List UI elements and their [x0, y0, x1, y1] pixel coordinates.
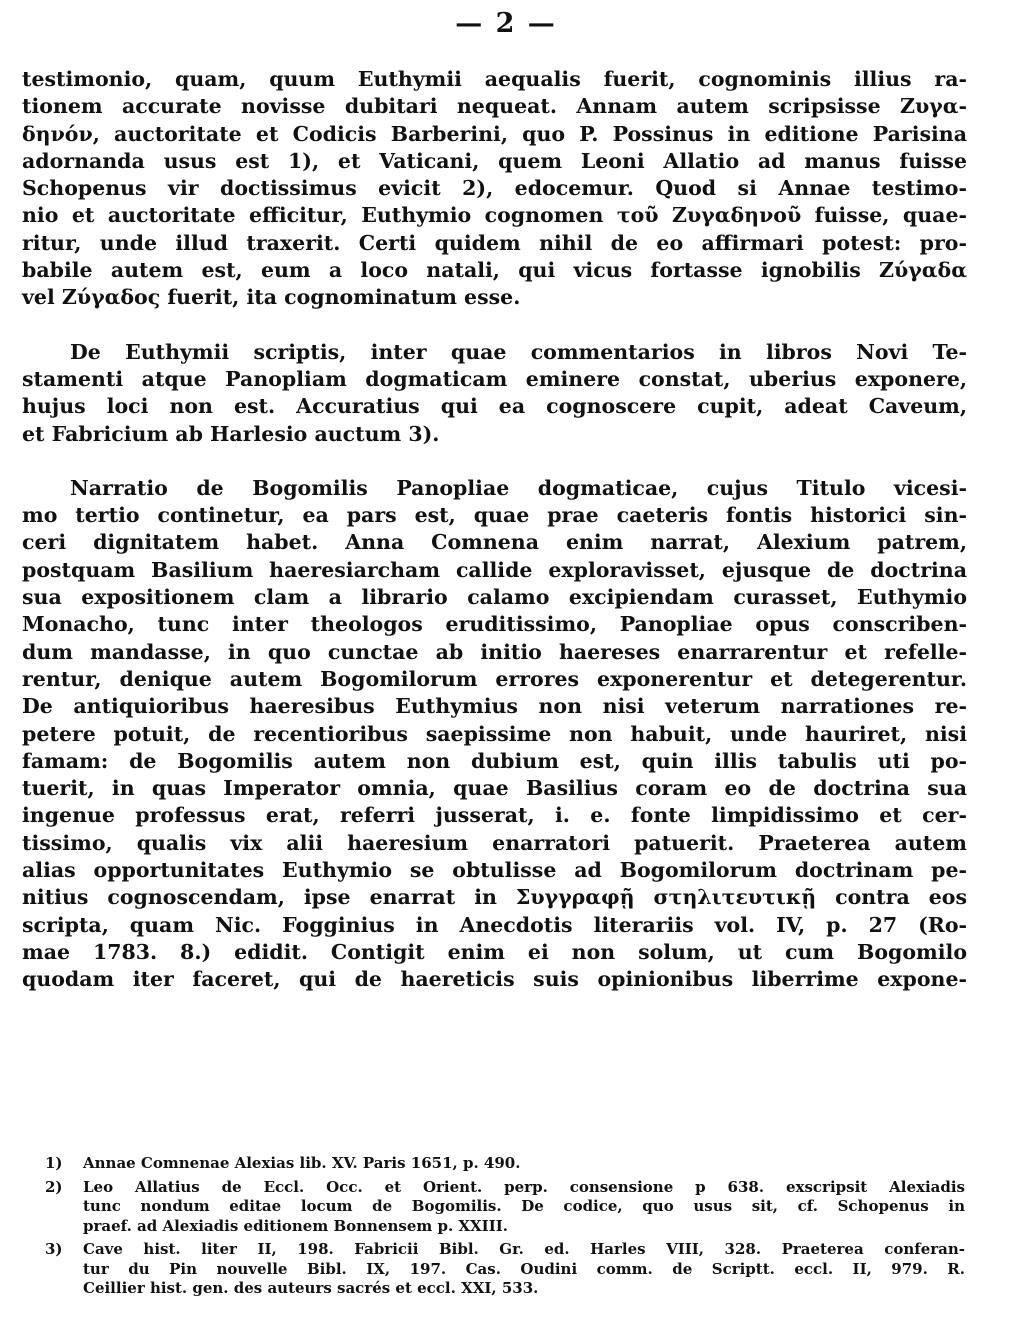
- paragraph: [22, 475, 967, 994]
- footnote-line: tunc nondum editae locum de Bogomilis. De codice, quo usus sit, cf. Schopenus in: [83, 1197, 965, 1215]
- footnote-line: Ceillier hist. gen. des auteurs sacrés et eccl. XXI, 533.: [83, 1279, 539, 1297]
- footnote-line: Cave hist. liter II, 198. Fabricii Bibl. Gr. ed. Harles VIII, 328. Praeterea conferan-: [83, 1240, 965, 1258]
- text-line: Monacho, tunc inter theologos eruditissimo, Panopliae opus conscriben-: [22, 612, 967, 637]
- footnote-text: [83, 1154, 965, 1174]
- text-line: postquam Basilium haeresiarcham callide exploravisset, ejusque de doctrina: [22, 557, 967, 582]
- footnote-line: Leo Allatius de Eccl. Occ. et Orient. perp. consensione p 638. exscripsit Alexiadis: [83, 1177, 965, 1196]
- text-line: ritur, unde illud traxerit. Certi quidem nihil de eo affirmari potest: pro-: [22, 230, 967, 255]
- footnote-number: 2): [45, 1177, 63, 1196]
- text-line: δηνόν, auctoritate et Codicis Barberini, quo P. Possinus in editione Parisina: [22, 121, 967, 146]
- paragraph-spacer: [22, 448, 967, 475]
- text-line: ingenue professus erat, referri jusserat, i. e. fonte limpidissimo et cer-: [22, 803, 967, 828]
- footnote: [45, 1240, 965, 1299]
- text-line: tuerit, in quas Imperator omnia, quae Basilius coram eo de doctrina sua: [22, 776, 967, 801]
- text-line: scripta, quam Nic. Fogginius in Anecdotis literariis vol. IV, p. 27 (Ro-: [22, 912, 967, 937]
- text-line: alias opportunitates Euthymio se obtulisse ad Bogomilorum doctrinam pe-: [22, 858, 967, 883]
- text-line: mo tertio continetur, ea pars est, quae prae caeteris fontis historici sin-: [22, 503, 967, 528]
- text-line: et Fabricium ab Harlesio auctum 3).: [22, 421, 440, 446]
- text-line: sua expositionem clam a librario calamo excipiendam curasset, Euthymio: [22, 585, 967, 610]
- page-number: — 2 —: [455, 8, 557, 39]
- text-line: babile autem est, eum a loco natali, qui vicus fortasse ignobilis Ζύγαδα: [22, 258, 967, 283]
- footnote: [45, 1178, 965, 1237]
- text-line: De antiquioribus haeresibus Euthymius non nisi veterum narrationes re-: [22, 694, 967, 719]
- footnote-line: tur du Pin nouvelle Bibl. IX, 197. Cas. Oudini comm. de Scriptt. eccl. II, 979. R.: [83, 1259, 965, 1278]
- text-line: Narratio de Bogomilis Panopliae dogmaticae, cujus Titulo vicesi-: [70, 475, 967, 500]
- text-line: rentur, denique autem Bogomilorum errores exponerentur et detegerentur.: [22, 666, 967, 691]
- text-line: hujus loci non est. Accuratius qui ea cognoscere cupit, adeat Caveum,: [22, 394, 967, 419]
- footnote-number: 3): [45, 1240, 63, 1258]
- text-line: petere potuit, de recentioribus saepissime non habuit, unde hauriret, nisi: [22, 721, 967, 746]
- footnote-line: praef. ad Alexiadis editionem Bonnensem p. XXIII.: [83, 1216, 508, 1235]
- text-line: adornanda usus est 1), et Vaticani, quem Leoni Allatio ad manus fuisse: [22, 148, 967, 173]
- text-line: De Euthymii scriptis, inter quae commentarios in libros Novi Te-: [70, 339, 967, 364]
- text-line: tionem accurate novisse dubitari nequeat. Annam autem scripsisse Ζυγα-: [22, 94, 967, 119]
- text-line: quodam iter faceret, qui de haereticis suis opinionibus liberrime expone-: [22, 967, 967, 992]
- text-line: mae 1783. 8.) edidit. Contigit enim ei non solum, ut cum Bogomilo: [22, 939, 967, 964]
- footnote-text: [83, 1178, 965, 1237]
- footnote-line: Annae Comnenae Alexias lib. XV. Paris 1651, p. 490.: [83, 1154, 521, 1172]
- text-line: Schopenus vir doctissimus evicit 2), edocemur. Quod si Annae testimo-: [22, 176, 967, 201]
- paragraph: [22, 339, 967, 448]
- main-text: [22, 66, 967, 994]
- paragraph-spacer: [22, 312, 967, 339]
- footnote-number: 1): [45, 1154, 63, 1172]
- text-line: famam: de Bogomilis autem non dubium est, quin illis tabulis uti po-: [22, 748, 967, 773]
- text-line: nio et auctoritate efficitur, Euthymio cognomen τοῦ Ζυγαδηνοῦ fuisse, quae-: [22, 203, 967, 228]
- text-line: dum mandasse, in quo cunctae ab initio haereses enarrarentur et refelle-: [22, 639, 967, 664]
- text-line: tissimo, qualis vix alii haeresium enarratori patuerit. Praeterea autem: [22, 830, 967, 855]
- text-line: ceri dignitatem habet. Anna Comnena enim narrat, Alexium patrem,: [22, 530, 967, 555]
- footnote: [45, 1154, 965, 1174]
- text-line: testimonio, quam, quum Euthymii aequalis fuerit, cognominis illius ra-: [22, 67, 967, 91]
- text-line: stamenti atque Panopliam dogmaticam eminere constat, uberius exponere,: [22, 366, 967, 391]
- footnotes: [45, 1154, 965, 1303]
- text-line: vel Ζύγαδος fuerit, ita cognominatum esse.: [22, 285, 521, 310]
- paragraph: [22, 66, 967, 312]
- text-line: nitius cognoscendam, ipse enarrat in Συγγραφῇ στηλιτευτικῇ contra eos: [22, 885, 967, 910]
- footnote-text: [83, 1240, 965, 1299]
